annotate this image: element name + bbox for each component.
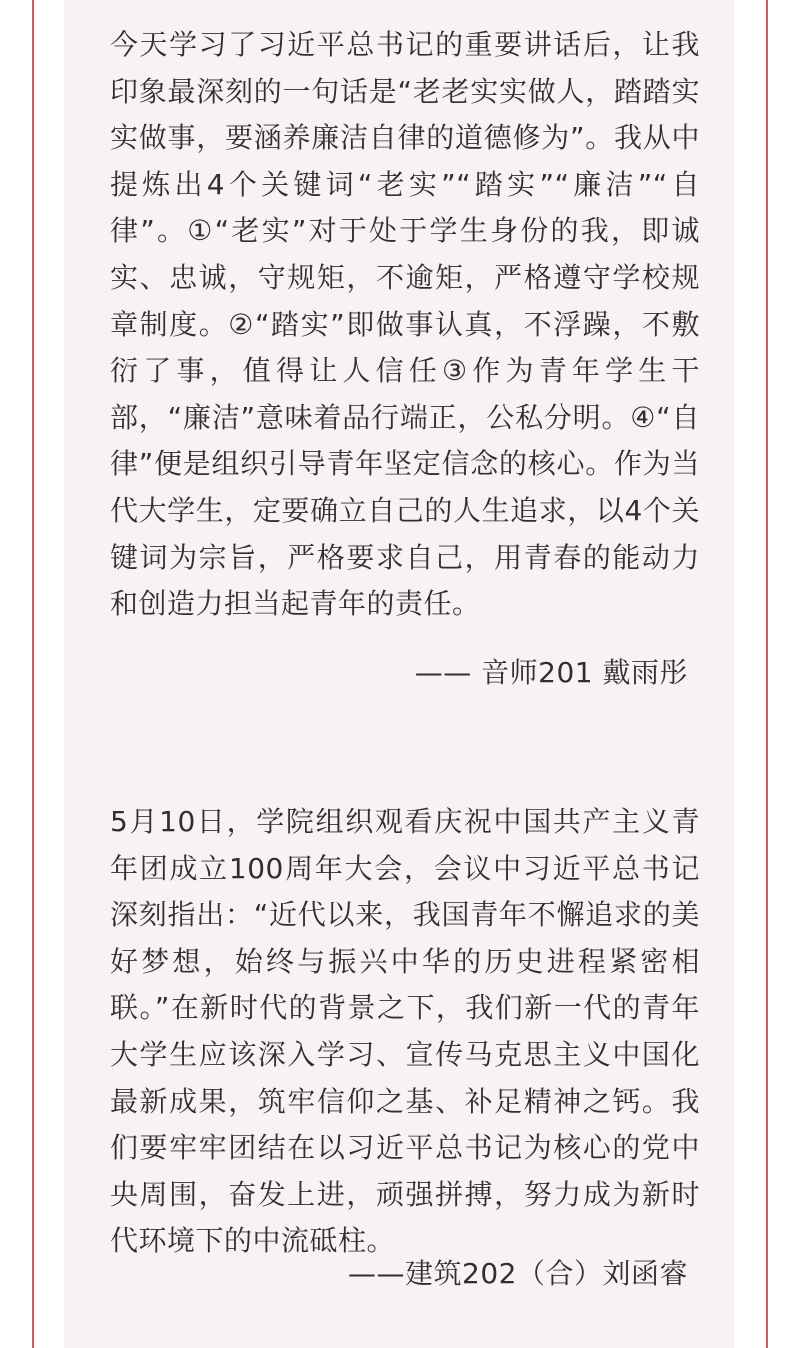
entry-1-signature: —— 音师201 戴雨彤: [414, 656, 688, 689]
right-border-line: [766, 0, 768, 1348]
left-border-line: [32, 0, 34, 1348]
entry-2-paragraph: 5月10日，学院组织观看庆祝中国共产主义青年团成立100周年大会，会议中习近平总书记深刻指出：“近代以来，我国青年不懈追求的美好梦想，始终与振兴中华的历史进程紧密相联。”在新时代的背景之下，我们新一代的青年大学生应该深入学习、宣传马克思主义中国化最新成果，筑牢信仰之基、补足精神之钙。我们要牢牢团结在以习近平总书记为核心的党中央周围，奋发上进，顽强拼搏，努力成为新时代环境下的中流砥柱。: [110, 805, 700, 1258]
entry-2-signature: ——建筑202（合）刘函睿: [348, 1257, 688, 1290]
entry-1-paragraph: 今天学习了习近平总书记的重要讲话后，让我印象最深刻的一句话是“老老实实做人，踏踏实实做事，要涵养廉洁自律的道德修为”。我从中提炼出4个关键词“老实”“踏实”“廉洁”“自律”。①“老实”对于处于学生身份的我，即诚实、忠诚，守规矩，不逾矩，严格遵守学校规章制度。②“踏实”即做事认真，不浮躁，不敷衍了事，值得让人信任③作为青年学生干部，“廉洁”意味着品行端正，公私分明。④“自律”便是组织引导青年坚定信念的核心。作为当代大学生，定要确立自己的人生追求，以4个关键词为宗旨，严格要求自己，用青春的能动力和创造力担当起青年的责任。: [110, 28, 700, 621]
